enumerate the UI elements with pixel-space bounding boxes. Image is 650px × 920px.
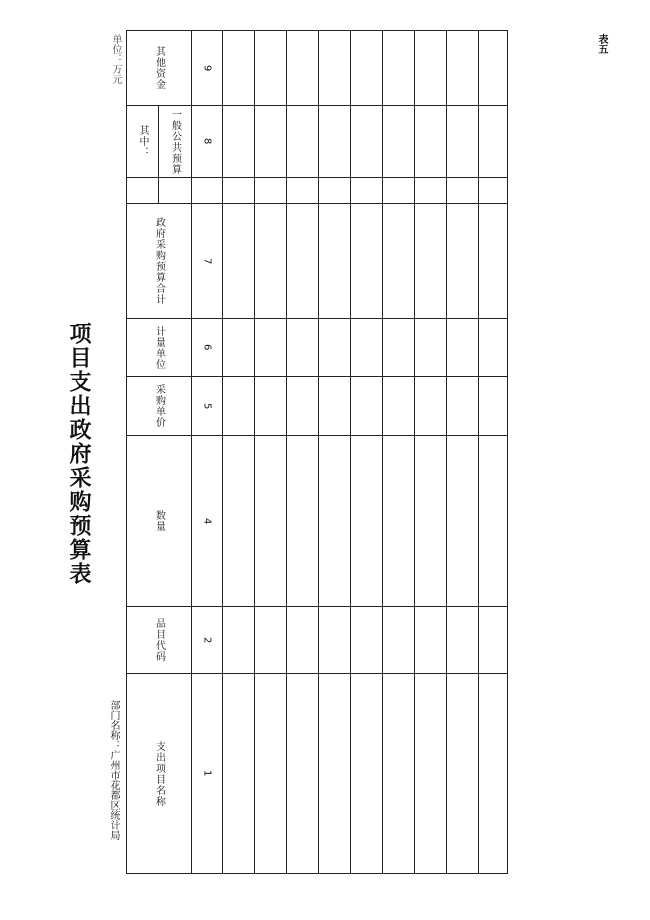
divider <box>222 30 223 874</box>
divider <box>286 30 287 874</box>
header-quantity: 数量 <box>153 510 165 532</box>
department-label: 部门名称： <box>108 700 119 750</box>
department-field <box>108 700 118 840</box>
col-number-4: 4 <box>201 517 213 525</box>
header-of-which: 其中： <box>137 125 148 158</box>
col-number-1: 1 <box>201 770 213 777</box>
col-number-2: 2 <box>201 636 213 644</box>
table-border-bottom <box>126 873 508 874</box>
header-public-budget: 一般公共预算 <box>169 108 181 175</box>
divider <box>446 30 447 874</box>
header-total: 政府采购预算合计 <box>153 217 165 305</box>
header-other-funds: 其他资金 <box>153 46 165 90</box>
col-number-5: 5 <box>201 402 213 410</box>
divider <box>478 30 479 874</box>
col-number-7: 7 <box>201 257 213 265</box>
header-measure-unit: 计量单位 <box>153 325 165 370</box>
col-number-8: 8 <box>201 138 213 145</box>
divider <box>254 30 255 874</box>
header-project-name: 支出项目名称 <box>153 740 165 807</box>
divider <box>350 30 351 874</box>
unit-label: 单位：万元 <box>110 34 121 84</box>
divider <box>382 30 383 874</box>
col-number-9: 9 <box>201 64 213 72</box>
header-item-code: 品目代码 <box>153 618 165 662</box>
page-title: 项目支出政府采购预算表 <box>66 322 92 586</box>
header-spacer <box>127 178 191 203</box>
header-unit-price: 采购单价 <box>153 384 165 428</box>
table-border-right <box>507 30 508 874</box>
department-value: 广州市花都区统计局 <box>108 750 119 840</box>
col-number-6: 6 <box>201 344 213 351</box>
procurement-table <box>126 30 508 874</box>
divider <box>318 30 319 874</box>
table-label: 表五 <box>596 34 607 54</box>
divider <box>414 30 415 874</box>
